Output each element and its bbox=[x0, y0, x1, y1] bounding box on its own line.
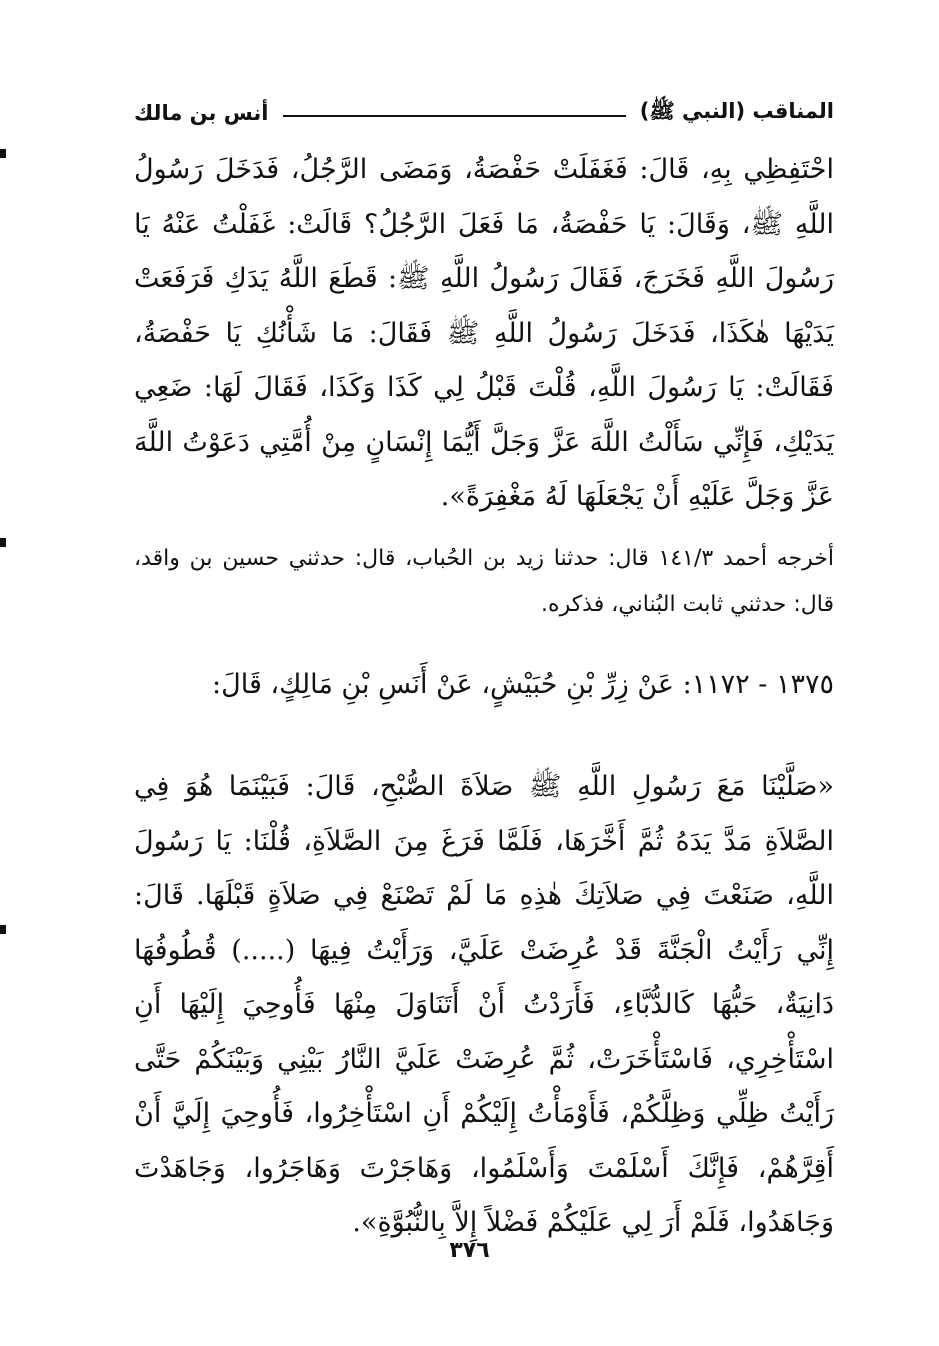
source-reference-paragraph: أخرجه أحمد ١٤١/٣ قال: حدثنا زيد بن الحُباب، قال: حدثني حسين بن واقد، قال: حدثني ثابت البُناني، فذكره. bbox=[134, 546, 834, 617]
header-rule bbox=[283, 115, 626, 117]
margin-mark-lower bbox=[0, 925, 6, 934]
hadith-chain-paragraph: ١٣٧٥ - ١١٧٢: عَنْ زِرِّ بْنِ حُبَيْشٍ، عَنْ أَنَسِ بْنِ مَالِكٍ، قَالَ: bbox=[212, 669, 834, 700]
page-number: ٣٧٦ bbox=[449, 1238, 490, 1263]
header-narrator: أنس بن مالك bbox=[134, 101, 269, 125]
hadith-text-paragraph: «صَلَّيْنَا مَعَ رَسُولِ اللَّهِ ﷺ صَلاَةَ الصُّبْحِ، قَالَ: فَبَيْنَمَا هُوَ فِي الصَّلاَةِ مَدَّ يَدَهُ ثُمَّ أَخَّرَهَا، فَلَمَّا فَرَغَ مِنَ الصَّلاَةِ، قُلْنَا: يَا رَسُولَ اللَّهِ، صَنَعْتَ فِي صَلاَتِكَ هٰذِهِ مَا لَمْ تَصْنَعْ فِي صَلاَةٍ قَبْلَهَا. قَالَ: إِنِّي رَأَيْتُ الْجَنَّةَ قَدْ عُرِضَتْ عَلَيَّ، وَرَأَيْتُ فِيهَا (.....) قُطُوفُهَا دَانِيَةٌ، حَبُّهَا كَالدُّبَّاءِ، فَأَرَدْتُ أَنْ أَتَنَاوَلَ مِنْهَا فَأُوحِيَ إِلَيْهَا أَنِ اسْتَأْخِرِي، فَاسْتَأْخَرَتْ، ثُمَّ عُرِضَتْ عَلَيَّ النَّارُ بَيْنِي وَبَيْنَكُمْ حَتَّى رَأَيْتُ ظِلِّي وَظِلَّكُمْ، فَأَوْمَأْتُ إِلَيْكُمْ أَنِ اسْتَأْخِرُوا، فَأُوحِيَ إِلَيَّ أَنْ أَقِرَّهُمْ، فَإِنَّكَ أَسْلَمْتَ وَأَسْلَمُوا، وَهَاجَرْتَ وَهَاجَرُوا، وَجَاهَدْتَ وَجَاهَدُوا، فَلَمْ أَرَ لِي عَلَيْكُمْ فَضْلاً إِلاَّ بِالنُّبُوَّةِ». bbox=[134, 771, 834, 1238]
running-header bbox=[134, 96, 834, 130]
margin-mark-middle bbox=[0, 538, 6, 547]
hadith-continuation-paragraph: احْتَفِظِي بِهِ، قَالَ: فَغَفَلَتْ حَفْصَةُ، وَمَضَى الرَّجُلُ، فَدَخَلَ رَسُولُ اللَّهِ ﷺ، وَقَالَ: يَا حَفْصَةُ، مَا فَعَلَ الرَّجُلُ؟ قَالَتْ: غَفَلْتُ عَنْهُ يَا رَسُولَ اللَّهِ فَخَرَجَ، فَقَالَ رَسُولُ اللَّهِ ﷺ: قَطَعَ اللَّهُ يَدَكِ فَرَفَعَتْ يَدَيْهَا هٰكَذَا، فَدَخَلَ رَسُولُ اللَّهِ ﷺ فَقَالَ: مَا شَأْنُكِ يَا حَفْصَةُ، فَقَالَتْ: يَا رَسُولَ اللَّهِ، قُلْتَ قَبْلُ لِي كَذَا وَكَذَا، فَقَالَ لَهَا: ضَعِي يَدَيْكِ، فَإِنِّي سَأَلْتُ اللَّهَ عَزَّ وَجَلَّ أَيُّمَا إِنْسَانٍ مِنْ أُمَّتِي دَعَوْتُ اللَّهَ عَزَّ وَجَلَّ عَلَيْهِ أَنْ يَجْعَلَهَا لَهُ مَغْفِرَةً». bbox=[134, 154, 834, 512]
header-chapter: المناقب (النبي ﷺ) bbox=[639, 98, 834, 123]
margin-mark-top bbox=[0, 149, 6, 158]
